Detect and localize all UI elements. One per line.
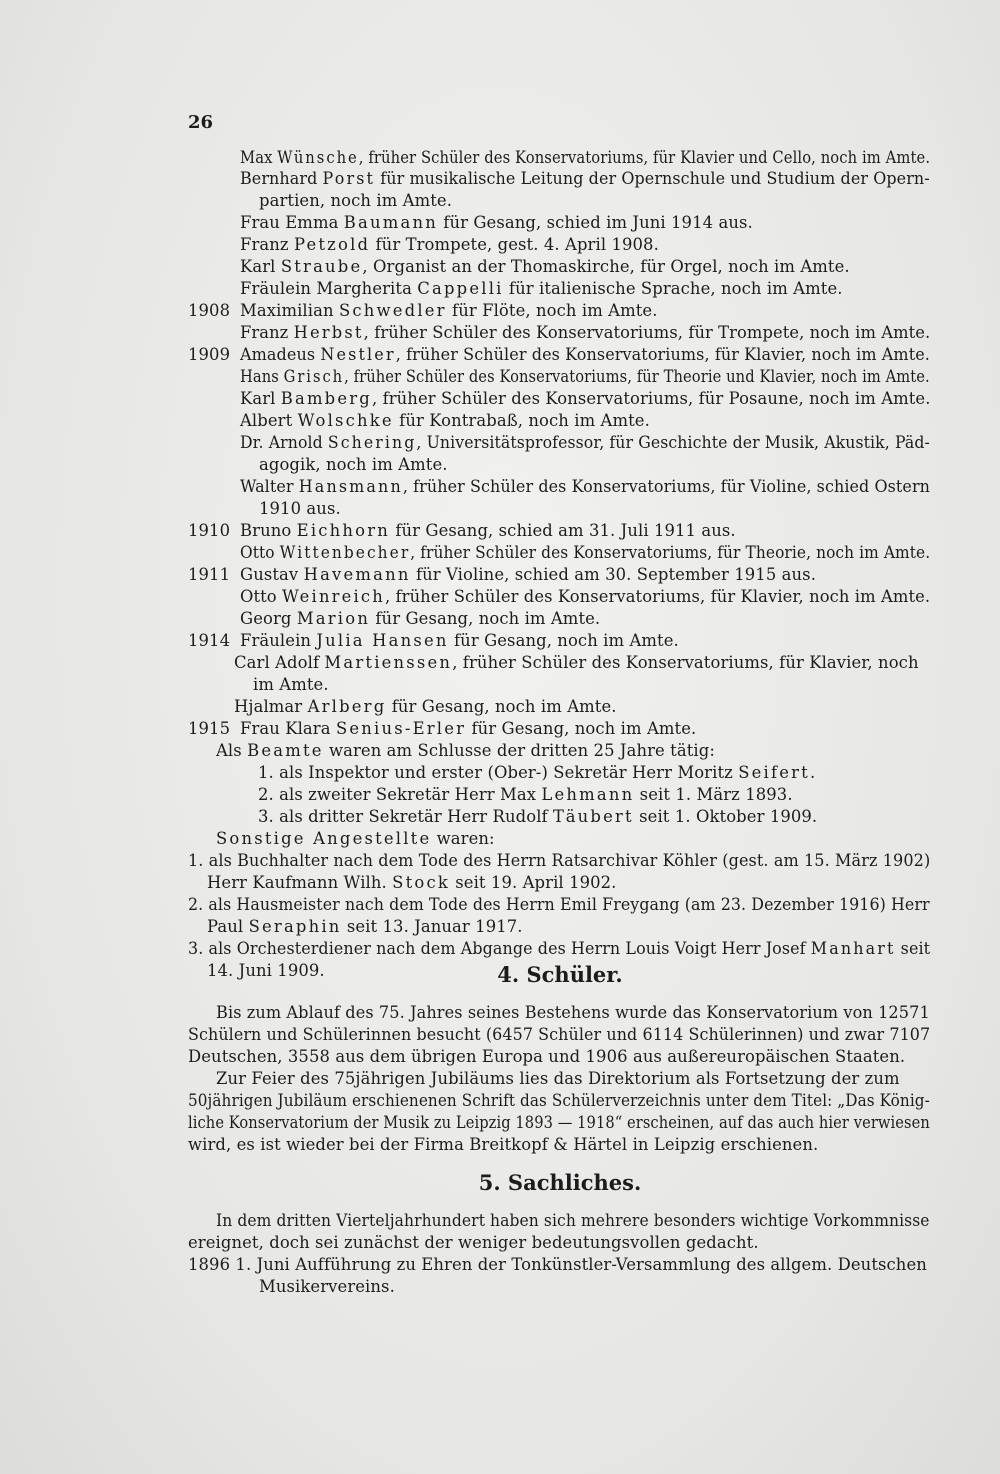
official-line bbox=[207, 916, 523, 938]
official-text: Paul bbox=[207, 917, 249, 936]
staff-text: für italienische Sprache, noch im Amte. bbox=[503, 279, 843, 298]
official-name: Beamte bbox=[247, 741, 324, 760]
official-name: Manhart bbox=[810, 939, 896, 958]
staff-line bbox=[240, 147, 930, 169]
staff-line bbox=[240, 256, 850, 278]
staff-line bbox=[240, 300, 658, 322]
staff-year: 1914 bbox=[188, 631, 231, 650]
staff-text: für Gesang, schied im Juni 1914 aus. bbox=[437, 213, 753, 232]
staff-text: Franz bbox=[240, 323, 294, 342]
official-text: 3. als Orchesterdiener nach dem Abgange des Herrn Louis Voigt Herr Josef bbox=[188, 939, 811, 958]
staff-line bbox=[240, 542, 930, 564]
staff-text: partien, noch im Amte. bbox=[259, 191, 453, 210]
official-text: . bbox=[809, 763, 816, 782]
staff-text: für Kontrabaß, noch im Amte. bbox=[393, 411, 650, 430]
section-5-line: In dem dritten Vierteljahrhundert haben sich mehrere besonders wichtige Vorkommnisse bbox=[216, 1211, 930, 1230]
official-text: 2. als Hausmeister nach dem Tode des Herrn Emil Freygang (am 23. Dezember 1916) Herr bbox=[188, 895, 930, 914]
staff-year: 1911 bbox=[188, 565, 231, 584]
staff-text: Albert bbox=[240, 411, 298, 430]
staff-name: Eichhorn bbox=[296, 521, 391, 540]
staff-name: Martienssen bbox=[324, 653, 453, 672]
official-line bbox=[207, 872, 617, 894]
section-4-heading: 4. Schüler. bbox=[497, 962, 623, 987]
section-4-line: Deutschen, 3558 aus dem übrigen Europa und 1906 aus außereuropäischen Staaten. bbox=[188, 1047, 906, 1066]
staff-text: , früher Schüler des Konservatoriums, für Klavier, noch bbox=[452, 653, 919, 672]
official-text: waren: bbox=[431, 829, 495, 848]
staff-line bbox=[240, 366, 930, 388]
staff-text: , früher Schüler des Konservatoriums, für Klavier, noch im Amte. bbox=[395, 345, 930, 364]
staff-text: , früher Schüler des Konservatoriums, für Theorie und Klavier, noch im Amte. bbox=[344, 367, 930, 386]
official-text: 1. als Buchhalter nach dem Tode des Herrn Ratsarchivar Köhler (gest. am 15. März 1902) bbox=[188, 851, 931, 870]
staff-line bbox=[259, 190, 452, 212]
official-line bbox=[258, 762, 815, 784]
official-text: Herr Kaufmann Wilh. bbox=[207, 873, 393, 892]
staff-text: für Trompete, gest. 4. April 1908. bbox=[370, 235, 659, 254]
staff-line bbox=[240, 608, 600, 630]
staff-name: Petzold bbox=[293, 235, 371, 254]
staff-text: , früher Schüler des Konservatoriums, für Klavier, noch im Amte. bbox=[384, 587, 931, 606]
staff-text: Carl Adolf bbox=[234, 653, 325, 672]
staff-name: Cappelli bbox=[417, 279, 504, 298]
staff-text: Frau Emma bbox=[240, 213, 344, 232]
official-line bbox=[258, 784, 793, 806]
staff-line bbox=[240, 718, 696, 740]
staff-name: Bamberg bbox=[280, 389, 372, 408]
staff-text: für Gesang, noch im Amte. bbox=[386, 697, 617, 716]
section-5-heading: 5. Sachliches. bbox=[478, 1170, 642, 1195]
staff-name: Havemann bbox=[303, 565, 411, 584]
staff-text: Bruno bbox=[240, 521, 297, 540]
staff-name: Baumann bbox=[343, 213, 438, 232]
official-text: 3. als dritter Sekretär Herr Rudolf bbox=[258, 807, 554, 826]
official-name: Stock bbox=[392, 873, 450, 892]
staff-name: Schwedler bbox=[338, 301, 447, 320]
staff-text: Karl bbox=[240, 257, 281, 276]
staff-line bbox=[253, 674, 329, 696]
staff-text: , früher Schüler des Konservatoriums, für Trompete, noch im Amte. bbox=[363, 323, 931, 342]
staff-line bbox=[240, 520, 736, 542]
official-text: 2. als zweiter Sekretär Herr Max bbox=[258, 785, 542, 804]
official-text: 14. Juni 1909. bbox=[207, 961, 325, 980]
staff-text: Fräulein bbox=[240, 631, 317, 650]
staff-line bbox=[240, 410, 650, 432]
official-text: seit 13. Januar 1917. bbox=[341, 917, 523, 936]
official-line bbox=[188, 894, 930, 916]
staff-text: für Gesang, noch im Amte. bbox=[370, 609, 601, 628]
official-line bbox=[216, 740, 715, 762]
staff-text: im Amte. bbox=[253, 675, 329, 694]
section-4-line: 50jährigen Jubiläum erschienenen Schrift das Schülerverzeichnis unter dem Titel: „Das König- bbox=[188, 1091, 930, 1110]
staff-line bbox=[240, 344, 930, 366]
staff-text: Hjalmar bbox=[234, 697, 308, 716]
staff-line bbox=[240, 212, 753, 234]
staff-line bbox=[240, 630, 679, 652]
staff-line bbox=[259, 498, 341, 520]
staff-text: Otto bbox=[240, 587, 283, 606]
official-text: seit 1. Oktober 1909. bbox=[633, 807, 818, 826]
staff-text: , früher Schüler des Konservatoriums, für Posaune, noch im Amte. bbox=[371, 389, 931, 408]
official-text: Als bbox=[216, 741, 248, 760]
staff-line bbox=[240, 322, 930, 344]
staff-text: Otto bbox=[240, 543, 280, 562]
staff-year: 1908 bbox=[188, 301, 231, 320]
staff-text: Fräulein Margherita bbox=[240, 279, 418, 298]
staff-text: Walter bbox=[240, 477, 299, 496]
staff-line bbox=[259, 454, 448, 476]
staff-name: Herbst bbox=[293, 323, 364, 342]
staff-name: Wittenbecher bbox=[279, 543, 411, 562]
staff-line bbox=[240, 586, 930, 608]
staff-name: Weinreich bbox=[282, 587, 385, 606]
official-name: Sonstige Angestellte bbox=[216, 829, 432, 848]
staff-line bbox=[240, 234, 659, 256]
staff-name: Julia Hansen bbox=[316, 631, 449, 650]
staff-text: , früher Schüler des Konservatoriums, für Klavier und Cello, noch im Amte. bbox=[358, 148, 931, 167]
official-line bbox=[258, 806, 817, 828]
staff-text: , Universitätsprofessor, für Geschichte der Musik, Akustik, Päd- bbox=[416, 433, 930, 452]
official-text: 1. als Inspektor und erster (Ober-) Sekretär Herr Moritz bbox=[258, 763, 739, 782]
staff-text: Hans bbox=[240, 367, 284, 386]
staff-text: Gustav bbox=[240, 565, 304, 584]
staff-line bbox=[240, 388, 931, 410]
staff-name: Grisch bbox=[283, 367, 345, 386]
staff-name: Wolschke bbox=[297, 411, 394, 430]
official-text: waren am Schlusse der dritten 25 Jahre tätig: bbox=[323, 741, 715, 760]
staff-text: Max bbox=[240, 148, 278, 167]
page-number: 26 bbox=[188, 112, 214, 133]
staff-name: Straube bbox=[280, 257, 363, 276]
official-text: seit 1. März 1893. bbox=[634, 785, 793, 804]
staff-text: Maximilian bbox=[240, 301, 339, 320]
staff-text: für musikalische Leitung der Opernschule und Studium der Opern- bbox=[375, 169, 930, 188]
staff-text: Bernhard bbox=[240, 169, 323, 188]
section-4-line: Bis zum Ablauf des 75. Jahres seines Bestehens wurde das Konservatorium von 12571 bbox=[216, 1003, 930, 1022]
staff-name: Hansmann bbox=[298, 477, 403, 496]
staff-text: 1910 aus. bbox=[259, 499, 341, 518]
staff-line bbox=[240, 564, 816, 586]
staff-text: Frau Klara bbox=[240, 719, 336, 738]
staff-name: Nestler bbox=[320, 345, 396, 364]
staff-name: Porst bbox=[322, 169, 376, 188]
staff-text: für Gesang, noch im Amte. bbox=[466, 719, 697, 738]
section-4-line: Zur Feier des 75jährigen Jubiläums lies das Direktorium als Fortsetzung der zum bbox=[216, 1069, 900, 1088]
staff-line bbox=[240, 432, 930, 454]
staff-text: Karl bbox=[240, 389, 281, 408]
official-text: seit 19. April 1902. bbox=[449, 873, 617, 892]
section-5-line: ereignet, doch sei zunächst der weniger bedeutungsvollen gedacht. bbox=[188, 1233, 759, 1252]
official-name: Seraphin bbox=[248, 917, 342, 936]
staff-text: , früher Schüler des Konservatoriums, für Theorie, noch im Amte. bbox=[410, 543, 931, 562]
staff-name: Wünsche bbox=[277, 148, 359, 167]
staff-year: 1910 bbox=[188, 521, 231, 540]
staff-text: Georg bbox=[240, 609, 297, 628]
staff-text: Dr. Arnold bbox=[240, 433, 328, 452]
official-name: Täubert bbox=[553, 807, 634, 826]
staff-line bbox=[240, 168, 930, 190]
staff-line bbox=[240, 476, 930, 498]
staff-name: Arlberg bbox=[307, 697, 387, 716]
staff-text: , früher Schüler des Konservatoriums, für Violine, schied Ostern bbox=[402, 477, 931, 496]
section-5-line: Musikervereins. bbox=[259, 1277, 395, 1296]
section-5-line: 1896 1. Juni Aufführung zu Ehren der Tonkünstler-Versammlung des allgem. Deutschen bbox=[188, 1255, 927, 1274]
staff-year: 1909 bbox=[188, 345, 231, 364]
staff-text: , Organist an der Thomaskirche, für Orgel, noch im Amte. bbox=[362, 257, 850, 276]
official-line bbox=[188, 850, 930, 872]
staff-name: Marion bbox=[296, 609, 371, 628]
staff-line bbox=[234, 652, 919, 674]
official-name: Lehmann bbox=[541, 785, 635, 804]
staff-text: Franz bbox=[240, 235, 294, 254]
section-4-line: liche Konservatorium der Musik zu Leipzig 1893 — 1918“ erscheinen, auf das auch hier verwiesen bbox=[188, 1113, 930, 1132]
staff-text: agogik, noch im Amte. bbox=[259, 455, 448, 474]
staff-name: Senius-Erler bbox=[335, 719, 467, 738]
staff-text: für Gesang, noch im Amte. bbox=[448, 631, 679, 650]
staff-text: für Flöte, noch im Amte. bbox=[446, 301, 658, 320]
section-4-line: wird, es ist wieder bei der Firma Breitkopf & Härtel in Leipzig erschienen. bbox=[188, 1135, 819, 1154]
staff-year: 1915 bbox=[188, 719, 231, 738]
official-text: seit bbox=[895, 939, 931, 958]
staff-line bbox=[234, 696, 617, 718]
staff-name: Schering bbox=[327, 433, 417, 452]
official-line bbox=[188, 938, 930, 960]
staff-line bbox=[240, 278, 843, 300]
section-4-line: Schülern und Schülerinnen besucht (6457 Schüler und 6114 Schülerinnen) und zwar 7107 bbox=[188, 1025, 931, 1044]
staff-text: für Gesang, schied am 31. Juli 1911 aus. bbox=[390, 521, 736, 540]
staff-text: für Violine, schied am 30. September 1915 aus. bbox=[410, 565, 817, 584]
official-line bbox=[216, 828, 495, 850]
official-name: Seifert bbox=[738, 763, 810, 782]
staff-text: Amadeus bbox=[240, 345, 321, 364]
